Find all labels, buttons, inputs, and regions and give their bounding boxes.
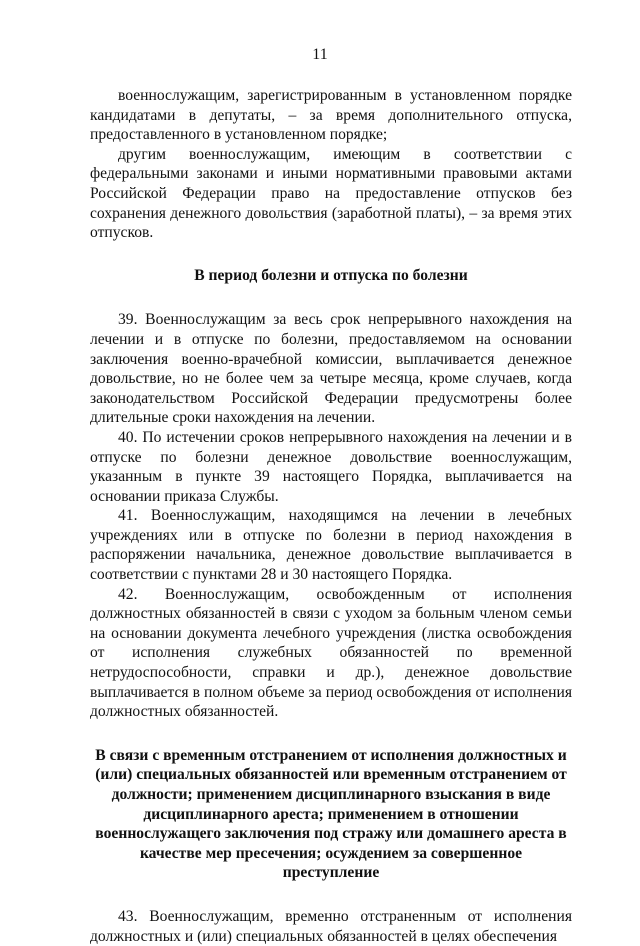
paragraph-item-41: 41. Военнослужащим, находящимся на лечении в лечебных учреждениях или в отпуске по болезни в период нахождения в распоряжении начальника, денежное довольствие выплачивается в соответствии с пунктами 28 и 30 настоящего Порядка. <box>90 507 572 584</box>
paragraph-item-42: 42. Военнослужащим, освобожденным от исполнения должностных обязанностей в связи с уходом за больным членом семьи на основании документа лечебного учреждения (листка освобождения от исполнения служебных обязанностей по временной нетрудоспособности, справки и др.), денежное довольствие выплачивается в полном объеме за период освобождения от исполнения должностных обязанностей. <box>90 585 572 721</box>
paragraph-unpaid-leave: другим военнослужащим, имеющим в соответствии с федеральными законами и иными нормативными правовыми актами Российской Федерации право на предоставление отпусков без сохранения денежного довольствия (заработной платы), – за время этих отпусков. <box>90 145 572 242</box>
document-body <box>90 86 572 946</box>
paragraph-item-40: 40. По истечении сроков непрерывного нахождения на лечении и в отпуске по болезни денежное довольствие военнослужащим, указанным в пункте 39 настоящего Порядка, выплачивается на основании приказа Службы. <box>90 428 572 505</box>
section-heading-suspension: В связи с временным отстранением от исполнения должностных и (или) специальных обязанностей или временным отстранением от должности; применением дисциплинарного взыскания в виде дисциплинарного ареста; применением в отношении военнослужащего заключения под стражу или домашнего ареста в качестве мер пресечения; осуждением за совершенное преступление <box>95 746 567 882</box>
paragraph-item-43: 43. Военнослужащим, временно отстраненным от исполнения должностных и (или) специальных обязанностей в целях обеспечения <box>90 907 572 945</box>
page-number: 11 <box>312 46 328 63</box>
section-heading-illness: В период болезни и отпуска по болезни <box>194 266 468 284</box>
paragraph-candidates-leave: военнослужащим, зарегистрированным в установленном порядке кандидатами в депутаты, – за время дополнительного отпуска, предоставленного в установленном порядке; <box>90 87 572 144</box>
paragraph-item-39: 39. Военнослужащим за весь срок непрерывного нахождения на лечении и в отпуске по болезни, предоставляемом на основании заключения военно-врачебной комиссии, выплачивается денежное довольствие, но не более чем за четыре месяца, кроме случаев, когда законодательством Российской Федерации предусмотрены более длительные сроки нахождения на лечении. <box>90 311 572 427</box>
